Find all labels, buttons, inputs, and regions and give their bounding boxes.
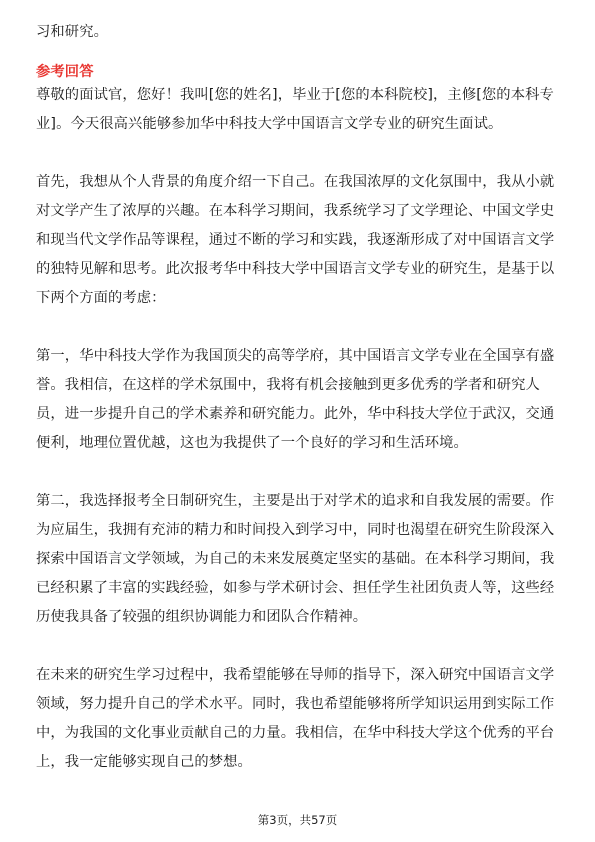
paragraph-line: 领域，努力提升自己的学术水平。同时，我也希望能够将所学知识运用到实际工作: [36, 696, 555, 712]
paragraph-line: 上，我一定能够实现自己的梦想。: [36, 754, 252, 770]
section-heading: 参考回答: [36, 64, 94, 80]
paragraph-line: 为应届生，我拥有充沛的精力和时间投入到学习中，同时也渴望在研究生阶段深入: [36, 522, 555, 538]
paragraph-line: 业]。今天很高兴能够参加华中科技大学中国语言文学专业的研究生面试。: [36, 116, 503, 132]
paragraph-line: 第二，我选择报考全日制研究生，主要是出于对学术的追求和自我发展的需要。作: [36, 493, 555, 509]
lead-line: 习和研究。: [36, 24, 108, 40]
page-number-footer: 第3页，共57页: [257, 813, 338, 827]
paragraph-line: 对文学产生了浓厚的兴趣。在本科学习期间，我系统学习了文学理论、中国文学史: [36, 203, 555, 219]
paragraph-line: 第一，华中科技大学作为我国顶尖的高等学府，其中国语言文学专业在全国享有盛: [36, 348, 555, 364]
document-page: [36, 0, 562, 842]
paragraph-line: 和现当代文学作品等课程，通过不断的学习和实践，我逐渐形成了对中国语言文学: [36, 232, 555, 248]
paragraph-line: 首先，我想从个人背景的角度介绍一下自己。在我国浓厚的文化氛围中，我从小就: [36, 174, 555, 190]
paragraph-line: 中，为我国的文化事业贡献自己的力量。我相信，在华中科技大学这个优秀的平台: [36, 725, 555, 741]
paragraph-line: 下两个方面的考虑：: [36, 290, 166, 306]
paragraph-line: 员，进一步提升自己的学术素养和研究能力。此外，华中科技大学位于武汉，交通: [36, 406, 555, 422]
paragraph-line: 便利，地理位置优越，这也为我提供了一个良好的学习和生活环境。: [36, 435, 468, 451]
paragraph-line: 誉。我相信，在这样的学术氛围中，我将有机会接触到更多优秀的学者和研究人: [36, 377, 540, 393]
paragraph-line: 已经积累了丰富的实践经验，如参与学术研讨会、担任学生社团负责人等，这些经: [36, 580, 555, 596]
paragraph-line: 在未来的研究生学习过程中，我希望能够在导师的指导下，深入研究中国语言文学: [36, 667, 555, 683]
paragraph-line: 的独特见解和思考。此次报考华中科技大学中国语言文学专业的研究生，是基于以: [36, 261, 555, 277]
paragraph-line: 探索中国语言文学领域，为自己的未来发展奠定坚实的基础。在本科学习期间，我: [36, 551, 555, 567]
paragraph-line: 尊敬的面试官，您好！我叫[您的姓名]，毕业于[您的本科院校]，主修[您的本科专: [36, 87, 554, 103]
paragraph-line: 历使我具备了较强的组织协调能力和团队合作精神。: [36, 609, 368, 625]
